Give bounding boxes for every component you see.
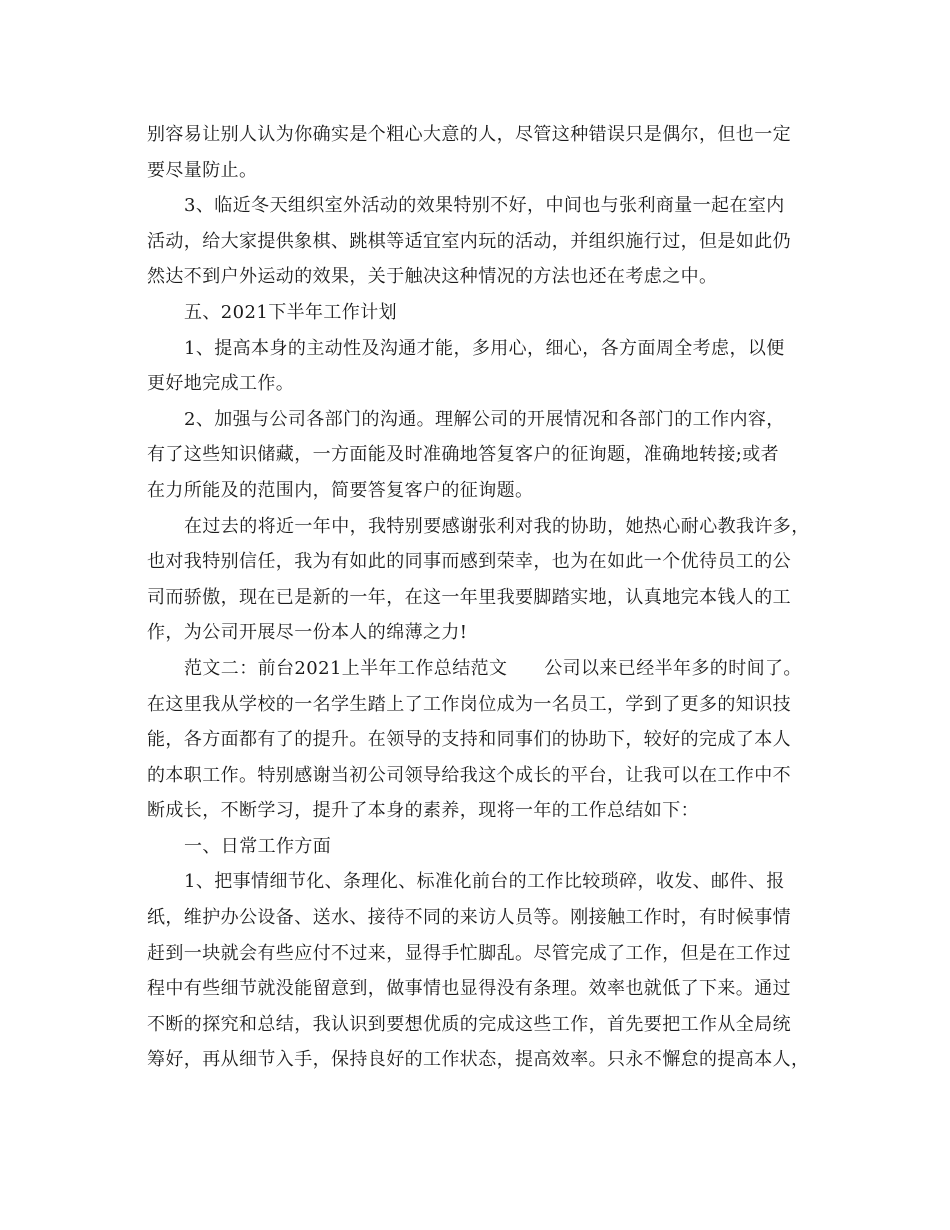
text-line: 范文二：前台2021上半年工作总结范文 公司以来已经半年多的时间了。 — [184, 657, 802, 679]
text-line: 筹好，再从细节入手，保持良好的工作状态，提高效率。只永不懈怠的提高本人， — [147, 1049, 810, 1071]
text-line: 3、临近冬天组织室外活动的效果特别不好，中间也与张利商量一起在室内 — [184, 195, 785, 217]
text-line: 有了这些知识储藏，一方面能及时准确地答复客户的征询题，准确地转接;或者 — [147, 444, 780, 466]
text-line: 在力所能及的范围内，简要答复客户的征询题。 — [147, 479, 534, 501]
text-line: 1、把事情细节化、条理化、标准化前台的工作比较琐碎，收发、邮件、报 — [184, 871, 785, 893]
text-line: 司而骄傲，现在已是新的一年，在这一年里我要脚踏实地，认真地完本钱人的工 — [147, 586, 791, 608]
section-heading: 一、日常工作方面 — [184, 835, 332, 857]
text-line: 也对我特别信任，我为有如此的同事而感到荣幸，也为在如此一个优待员工的公 — [147, 551, 791, 573]
text-line: 别容易让别人认为你确实是个粗心大意的人，尽管这种错误只是偶尔，但也一定 — [147, 124, 791, 145]
text-line: 赶到一块就会有些应付不过来，显得手忙脚乱。尽管完成了工作，但是在工作过 — [147, 942, 791, 964]
text-line: 2、加强与公司各部门的沟通。理解公司的开展情况和各部门的工作内容， — [184, 408, 785, 430]
text-line: 能，各方面都有了的提升。在领导的支持和同事们的协助下，较好的完成了本人 — [147, 729, 791, 751]
text-line: 更好地完成工作。 — [147, 373, 295, 395]
text-line: 纸，维护办公设备、送水、接待不同的来访人员等。刚接触工作时，有时候事情 — [147, 907, 791, 929]
text-line: 不断的探究和总结，我认识到要想优质的完成这些工作，首先要把工作从全局统 — [147, 1013, 791, 1035]
text-line: 程中有些细节就没能留意到，做事情也显得没有条理。效率也就低了下来。通过 — [147, 978, 791, 1000]
text-line: 断成长，不断学习，提升了本身的素养，现将一年的工作总结如下： — [147, 800, 699, 822]
text-line: 活动，给大家提供象棋、跳棋等适宜室内玩的活动，并组织施行过，但是如此仍 — [147, 230, 791, 252]
text-line: 要尽量防止。 — [147, 159, 258, 181]
text-line: 1、提高本身的主动性及沟通才能，多用心，细心，各方面周全考虑，以便 — [184, 337, 785, 359]
text-line: 在过去的将近一年中，我特别要感谢张利对我的协助，她热心耐心教我许多， — [184, 515, 810, 537]
text-line: 的本职工作。特别感谢当初公司领导给我这个成长的平台，让我可以在工作中不 — [147, 764, 791, 786]
text-line: 在这里我从学校的一名学生踏上了工作岗位成为一名员工，学到了更多的知识技 — [147, 693, 791, 715]
text-line: 作，为公司开展尽一份本人的绵薄之力! — [147, 622, 468, 644]
document-body — [147, 117, 812, 1078]
section-heading: 五、2021下半年工作计划 — [184, 301, 398, 323]
text-line: 然达不到户外运动的效果，关于触决这种情况的方法也还在考虑之中。 — [147, 266, 718, 288]
